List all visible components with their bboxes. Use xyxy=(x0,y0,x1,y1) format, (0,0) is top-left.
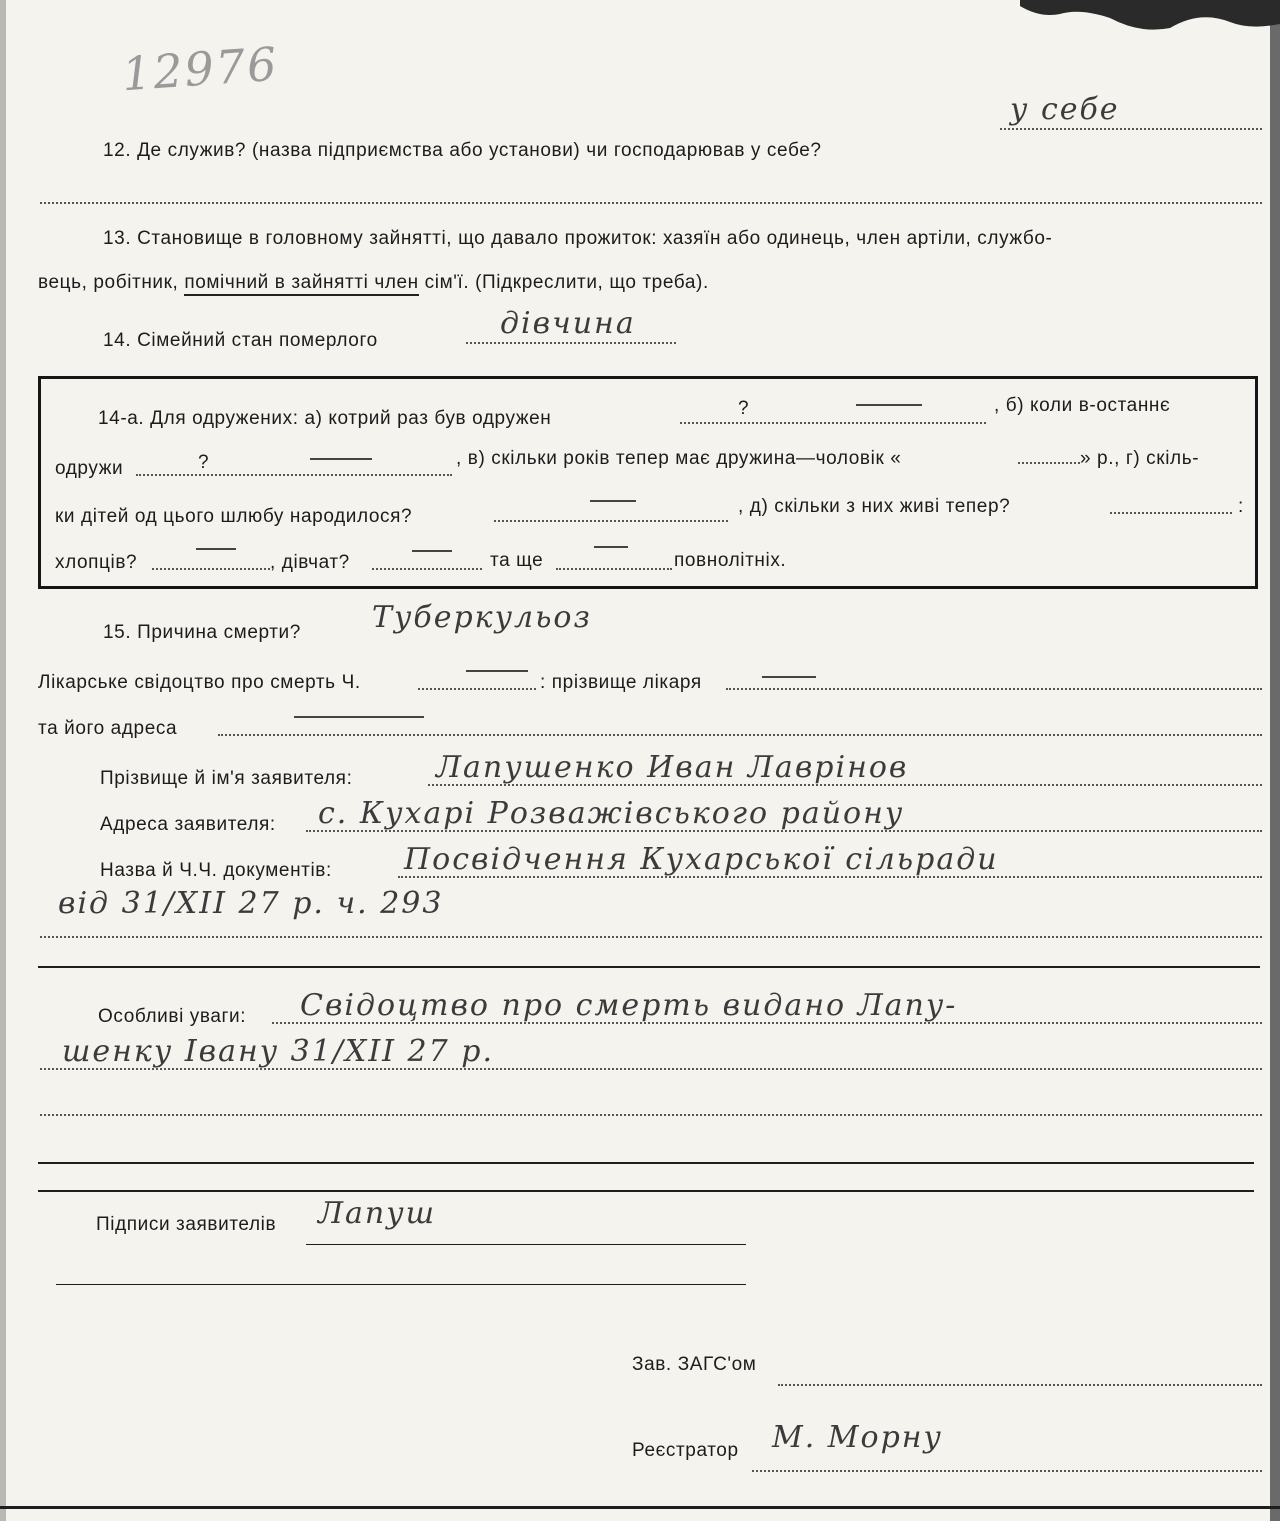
divider-3 xyxy=(38,1190,1254,1192)
q14a-line3-mid: , д) скільки з них живі тепер? xyxy=(738,496,1011,517)
head-label: Зав. ЗАГС'ом xyxy=(632,1354,757,1375)
notes-label: Особливі уваги: xyxy=(98,1006,247,1027)
q12-label: 12. Де служив? (назва підприємства або установи) чи господарював у себе? xyxy=(103,140,822,161)
q14a-more-dash xyxy=(594,546,628,548)
registrar-signature: М. Морну xyxy=(772,1420,943,1455)
q14a-line2-end: » р., г) скіль- xyxy=(1080,448,1200,469)
q14a-boys-dash xyxy=(196,548,236,550)
address-of-dash xyxy=(294,716,424,718)
q14a-more-blank xyxy=(556,568,672,570)
applicant-name-label: Прізвище й ім'я заявителя: xyxy=(100,768,353,789)
q14a-line3-start: ки дітей од цього шлюбу народилося? xyxy=(55,506,413,527)
q14a-line3-dash xyxy=(590,500,636,502)
registrar-signature-line xyxy=(752,1470,1262,1472)
q14a-line2-blank xyxy=(136,474,452,476)
q13-line1: 13. Становище в головному зайнятті, що давало прожиток: хазяїн або одинець, член артіли, службо- xyxy=(103,228,1053,249)
q12-line2 xyxy=(40,202,1262,204)
q14a-line4-end: повнолітніх. xyxy=(674,550,787,571)
applicant-address-answer: с. Кухарі Розважівського району xyxy=(318,796,905,831)
q13-underlined-option: помічний в зайнятті член xyxy=(184,272,418,296)
q13-line2-start: вець, робітник, xyxy=(38,272,179,293)
page-edge-dark xyxy=(1270,0,1280,1521)
medical-number-dash xyxy=(466,670,528,672)
documents-answer: Посвідчення Кухарської сільради xyxy=(404,842,999,877)
q14a-line2-q: ? xyxy=(198,452,210,473)
torn-corner xyxy=(1020,0,1280,40)
q14a-line3-colon: : xyxy=(1238,496,1244,517)
q14a-boys-blank xyxy=(152,568,270,570)
notes-line3 xyxy=(40,1114,1262,1116)
q14a-line2-start: одружи xyxy=(55,458,124,479)
address-of-label: та його адреса xyxy=(38,718,178,739)
page-edge-shadow xyxy=(0,0,6,1521)
q14a-girls-dash xyxy=(412,550,452,552)
q14a-boys-label: хлопців? xyxy=(55,552,138,573)
applicant-signature: Лапуш xyxy=(318,1196,437,1231)
q14a-line1-dash xyxy=(856,404,922,406)
q14a-line1-q: ? xyxy=(738,398,750,419)
q14a-girls-label: , дівчат? xyxy=(270,552,350,573)
documents-answer-line2: від 31/XII 27 р. ч. 293 xyxy=(58,886,444,921)
documents-line2 xyxy=(40,936,1262,938)
q14a-alive-blank xyxy=(1110,512,1232,514)
signatures-line xyxy=(306,1244,746,1245)
q12-line xyxy=(1000,128,1262,130)
notes-answer: Свідоцтво про смерть видано Лапу- xyxy=(300,988,958,1023)
head-signature-line xyxy=(778,1384,1262,1386)
q14-label: 14. Сімейний стан померлого xyxy=(103,330,378,351)
q14a-line2-mid: , в) скільки років тепер має дружина—чоловік « xyxy=(456,448,902,469)
q14a-line1-end: , б) коли в-останнє xyxy=(994,395,1171,416)
address-of-blank xyxy=(218,734,1262,736)
doctor-blank xyxy=(726,688,1262,690)
registrar-label: Реєстратор xyxy=(632,1440,739,1461)
medical-label: Лікарське свідоцтво про смерть Ч. xyxy=(38,672,361,693)
archive-number: 12976 xyxy=(120,36,281,102)
q13-line2-end: сім'ї. (Підкреслити, що треба). xyxy=(424,272,709,293)
divider-2 xyxy=(38,1162,1254,1164)
bottom-rule xyxy=(0,1506,1280,1509)
q14a-line1-start: 14-а. Для одружених: а) котрий раз був одружен xyxy=(98,408,552,429)
q14-answer: дівчина xyxy=(500,306,636,341)
q13-line2 xyxy=(38,272,709,294)
q15-answer: Туберкульоз xyxy=(372,600,592,635)
q14a-line2-dash xyxy=(310,458,372,460)
q14-line xyxy=(466,342,676,344)
notes-answer-line2: шенку Івану 31/XII 27 р. xyxy=(62,1034,495,1069)
applicant-name-answer: Лапушенко Иван Лаврінов xyxy=(436,750,909,785)
documents-label: Назва й Ч.Ч. документів: xyxy=(100,860,332,881)
q14a-age-blank xyxy=(1018,462,1080,464)
q15-label: 15. Причина смерти? xyxy=(103,622,301,643)
doctor-dash xyxy=(762,676,816,678)
q12-answer: у себе xyxy=(1010,92,1120,127)
signatures-line2 xyxy=(56,1284,746,1285)
medical-number-blank xyxy=(418,688,536,690)
divider-1 xyxy=(38,966,1260,968)
q14a-line3-blank xyxy=(494,520,728,522)
signatures-label: Підписи заявителів xyxy=(96,1214,277,1235)
q14a-girls-blank xyxy=(372,568,482,570)
q14a-more-label: та ще xyxy=(490,550,544,571)
doctor-label: : прізвище лікаря xyxy=(540,672,702,693)
applicant-address-label: Адреса заявителя: xyxy=(100,814,276,835)
q14a-line1-blank xyxy=(680,422,986,424)
